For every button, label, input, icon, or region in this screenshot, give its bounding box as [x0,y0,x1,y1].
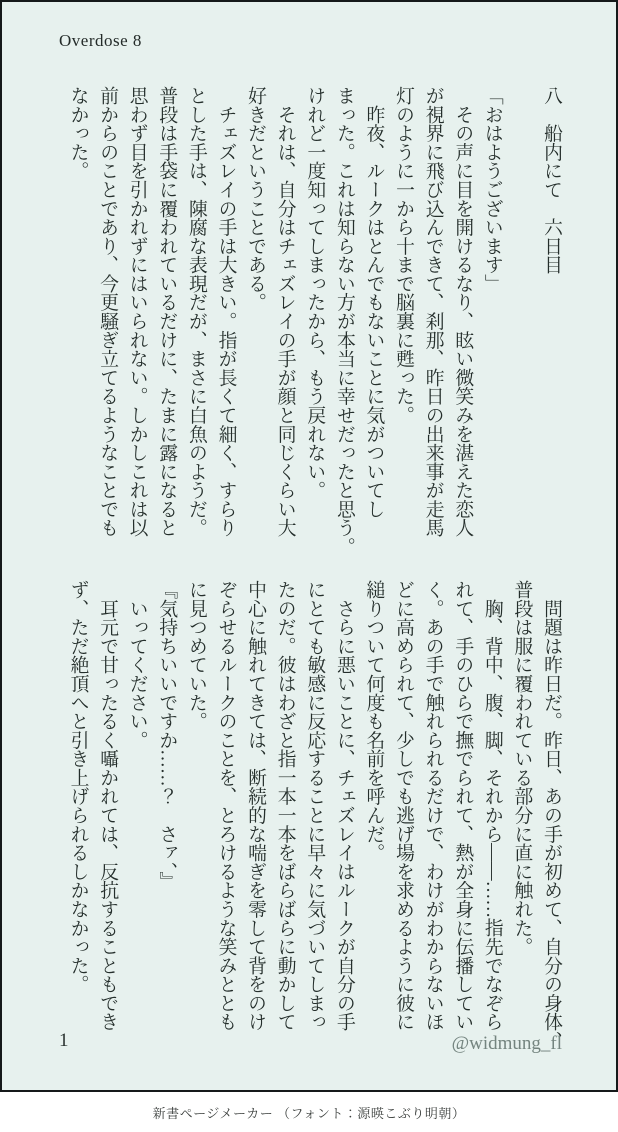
text-column: 中心に触れてきては、断続的な喘ぎを零して背をのけ [245,580,267,1031]
text-column: 八 船内にて 六日目 [541,86,562,274]
text-column: 灯のように一から十まで脳裏に甦った。 [393,86,415,425]
generator-caption: 新書ページメーカー （フォント：源暎こぶり明朝） [152,1106,466,1121]
text-column: ず、ただ絶頂へと引き上げられるしかなかった。 [67,580,89,994]
text-column: 問題は昨日だ。昨日、あの手が初めて、自分の身体、 [541,580,562,1050]
text-column: さらに悪いことに、チェズレイはルークが自分の手 [333,580,355,1031]
text-column: れて、手のひらで撫でられて、熱が全身に伝播してい [452,580,474,1031]
text-column: 普段は手袋に覆われているだけに、たまに露になると [156,86,178,537]
text-column: が視界に飛び込んできて、刹那、昨日の出来事が走馬 [422,86,444,537]
text-column: なかった。 [67,86,89,180]
text-column: 前からのことであり、今更騒ぎ立てるようなことでも [97,86,119,537]
text-column: まった。これは知らない方が本当に幸せだったと思う。 [333,86,355,556]
text-column: その声に目を開けるなり、眩い微笑みを湛えた恋人 [452,86,474,537]
text-column: 好きだということである。 [245,86,267,312]
text-column: 昨夜、ルークはとんでもないことに気がついてし [363,86,385,519]
text-column: 『気持ちいいですか……？ さァ、』 [156,580,178,891]
text-column: く。あの手で触れられるだけで、わけがわからないほ [422,580,444,1031]
text-column: ぞらせるルークのことを、とろけるような笑みととも [215,580,237,1031]
text-column: に見つめていた。 [185,580,207,731]
page-number: 1 [59,1030,69,1051]
text-column: とした手は、陳腐な表現だが、まさに白魚のようだ。 [185,86,207,537]
text-column: チェズレイの手は大きい。指が長くて細く、すらり [215,86,237,537]
text-column: いってください。 [126,580,148,750]
text-column: 「おはようございます」 [481,86,503,293]
text-column: 耳元で甘ったるく囁かれては、反抗することもでき [97,580,119,1031]
text-column [507,86,537,538]
text-column: どに高められて、少しでも逃げ場を求めるように彼に [393,580,415,1031]
text-column: それは、自分はチェズレイの手が顔と同じくらい大 [274,86,296,537]
text-column: けれど一度知ってしまったから、もう戻れない。 [304,86,326,500]
text-column: 胸、背中、腹、脚、それから――……指先でなぞら [481,580,503,1031]
text-column: たのだ。彼はわざと指一本一本をばらばらに動かして [274,580,296,1031]
text-column: にとても敏感に反応することに早々に気づいてしまっ [304,580,326,1031]
text-column: 縋りついて何度も名前を呼んだ。 [363,580,385,862]
text-column: 思わず目を引かれずにはいられない。しかしこれは以 [126,86,148,537]
text-column: 普段は服に覆われている部分に直に触れた。 [511,580,533,956]
page-title: Overdose 8 [59,31,142,50]
author-handle: @widmung_fl [451,1033,562,1054]
vertical-text-block-top [62,86,566,556]
